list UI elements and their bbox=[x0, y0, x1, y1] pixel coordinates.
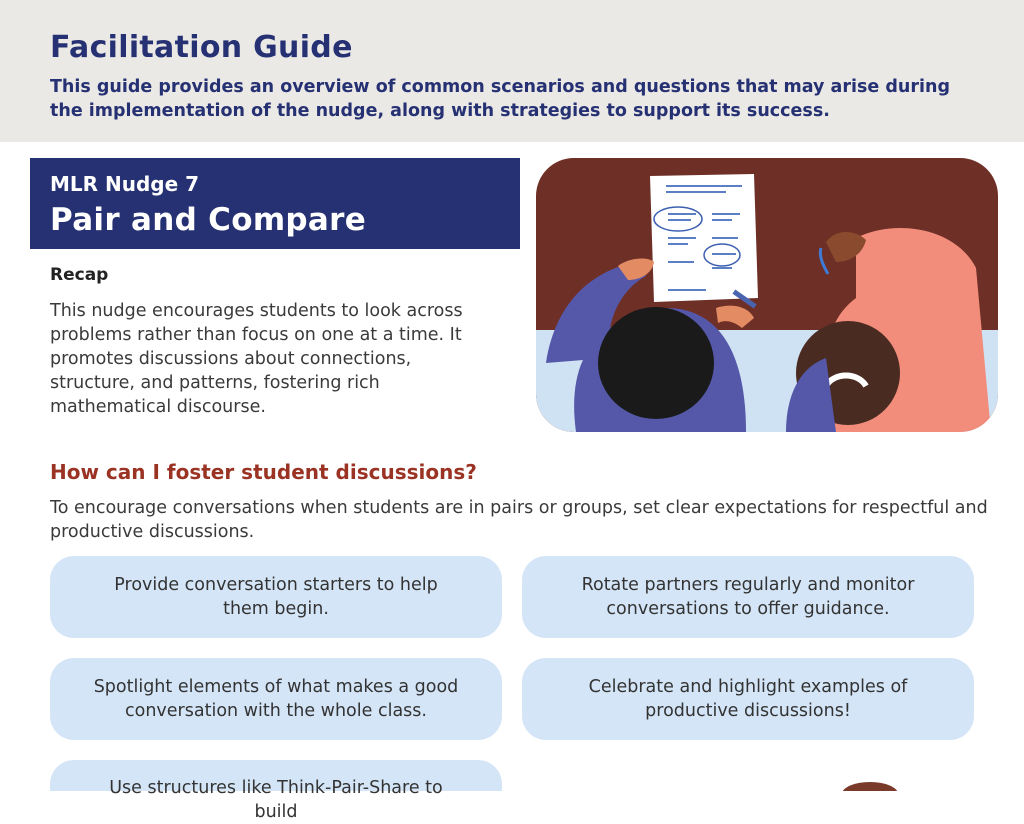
nudge-banner bbox=[30, 158, 520, 249]
partial-illustration bbox=[840, 780, 900, 791]
nudge-label: MLR Nudge 7 bbox=[50, 172, 200, 196]
tip-text: Celebrate and highlight examples of productive discussions! bbox=[588, 677, 908, 721]
header-band bbox=[0, 0, 1024, 142]
tip-text: Spotlight elements of what makes a good conversation with the whole class. bbox=[93, 677, 459, 721]
tip-text: Rotate partners regularly and monitor conversations to offer guidance. bbox=[581, 575, 915, 619]
tip-card bbox=[50, 760, 502, 822]
nudge-title: Pair and Compare bbox=[50, 202, 367, 238]
discussion-heading: How can I foster student discussions? bbox=[50, 460, 477, 484]
tip-card bbox=[522, 658, 974, 740]
tip-card bbox=[50, 658, 502, 740]
recap-heading: Recap bbox=[50, 265, 109, 285]
page-title: Facilitation Guide bbox=[50, 30, 353, 65]
tip-card bbox=[50, 556, 502, 638]
discussion-intro: To encourage conversations when students are in pairs or groups, set clear expectations for respectful and productive discussions. bbox=[50, 498, 988, 542]
tip-card bbox=[522, 556, 974, 638]
recap-text: This nudge encourages students to look across problems rather than focus on one at a time. It promotes discussions about connections, structure, and patterns, fostering rich mathematical discourse. bbox=[50, 301, 463, 417]
tip-text: Provide conversation starters to help them begin. bbox=[114, 575, 438, 619]
tip-text: Use structures like Think-Pair-Share to build bbox=[109, 778, 443, 822]
page-description: This guide provides an overview of common scenarios and questions that may arise during the implementation of the nudge, along with strategies to support its success. bbox=[50, 77, 950, 121]
worksheet-paper bbox=[650, 174, 758, 302]
students-illustration bbox=[536, 158, 998, 432]
